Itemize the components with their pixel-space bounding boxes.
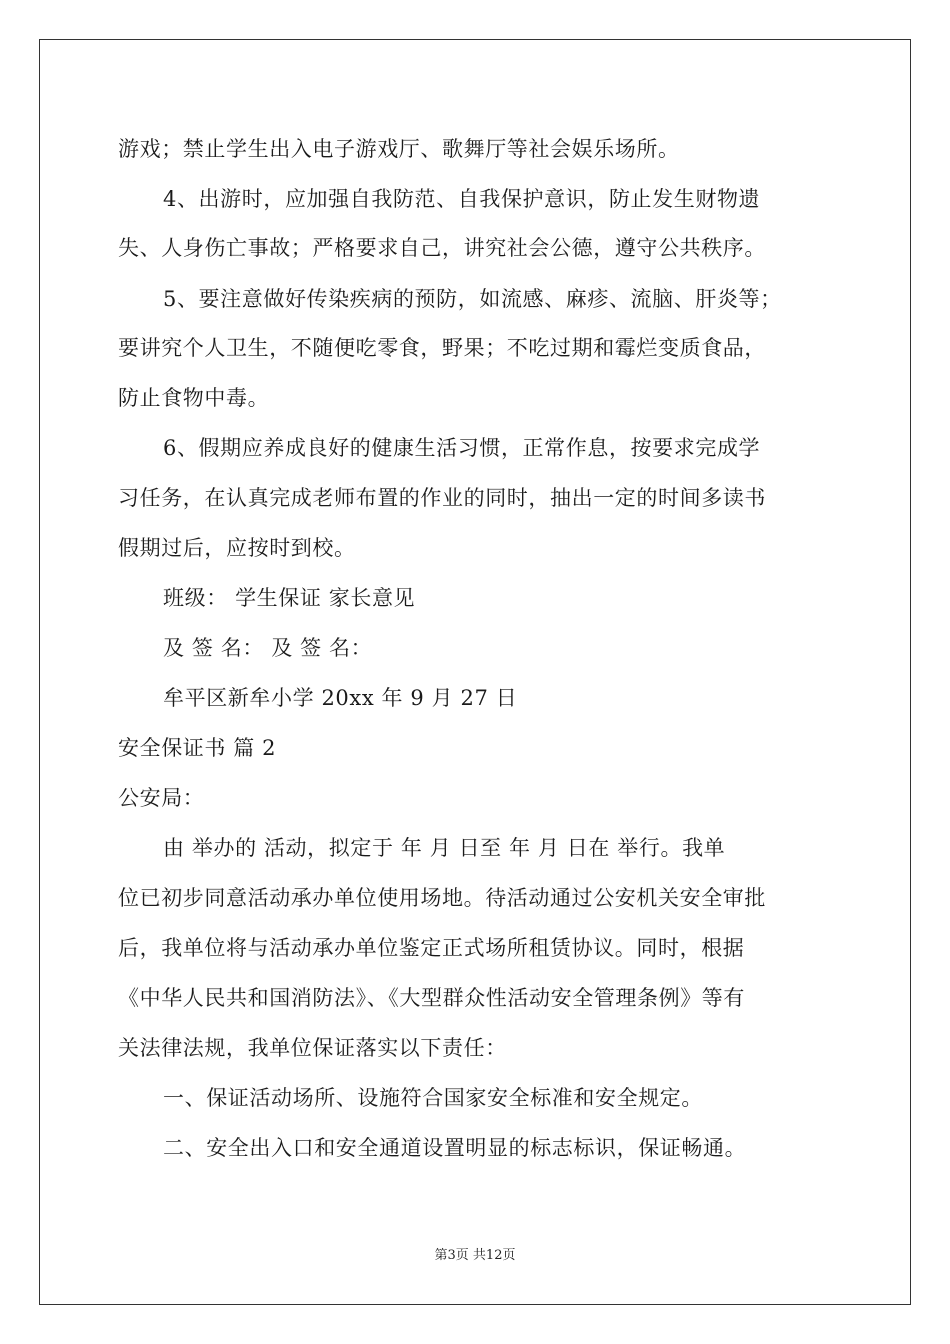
paragraph-line: 5、要注意做好传染疾病的预防，如流感、麻疹、流脑、肝炎等； — [163, 287, 782, 311]
paragraph-line: 防止食物中毒。 — [118, 386, 270, 410]
page-footer: 第3页 共12页 — [434, 1248, 516, 1263]
paragraph-line: 游戏；禁止学生出入电子游戏厅、歌舞厅等社会娱乐场所。 — [118, 137, 680, 161]
section-heading: 安全保证书 篇 2 — [118, 736, 277, 760]
paragraph-line: 后，我单位将与活动承办单位鉴定正式场所租赁协议。同时，根据 — [118, 936, 745, 960]
paragraph-line: 6、假期应养成良好的健康生活习惯，正常作息，按要求完成学 — [163, 436, 761, 460]
list-item: 二、安全出入口和安全通道设置明显的标志标识，保证畅通。 — [163, 1136, 747, 1160]
signature-line: 及 签 名： 及 签 名： — [163, 636, 373, 660]
paragraph-line: 4、出游时，应加强自我防范、自我保护意识，防止发生财物遗 — [163, 187, 761, 211]
paragraph-line: 假期过后，应按时到校。 — [118, 536, 356, 560]
school-date-line: 牟平区新牟小学 20xx 年 9 月 27 日 — [163, 686, 518, 710]
paragraph-line: 习任务，在认真完成老师布置的作业的同时，抽出一定的时间多读书 — [118, 486, 766, 510]
list-item: 一、保证活动场所、设施符合国家安全标准和安全规定。 — [163, 1086, 703, 1110]
page-border — [39, 39, 911, 1305]
paragraph-line: 要讲究个人卫生，不随便吃零食，野果；不吃过期和霉烂变质食品， — [118, 336, 766, 360]
class-signature-line: 班级： 学生保证 家长意见 — [163, 586, 416, 610]
paragraph-line: 位已初步同意活动承办单位使用场地。待活动通过公安机关安全审批 — [118, 886, 766, 910]
paragraph-line: 《中华人民共和国消防法》、《大型群众性活动安全管理条例》等有 — [118, 986, 745, 1010]
paragraph-line: 失、人身伤亡事故；严格要求自己，讲究社会公德，遵守公共秩序。 — [118, 236, 766, 260]
paragraph-line: 关法律法规，我单位保证落实以下责任： — [118, 1036, 507, 1060]
paragraph-line: 由 举办的 活动，拟定于 年 月 日至 年 月 日在 举行。我单 — [163, 836, 726, 860]
salutation: 公安局： — [118, 786, 205, 810]
